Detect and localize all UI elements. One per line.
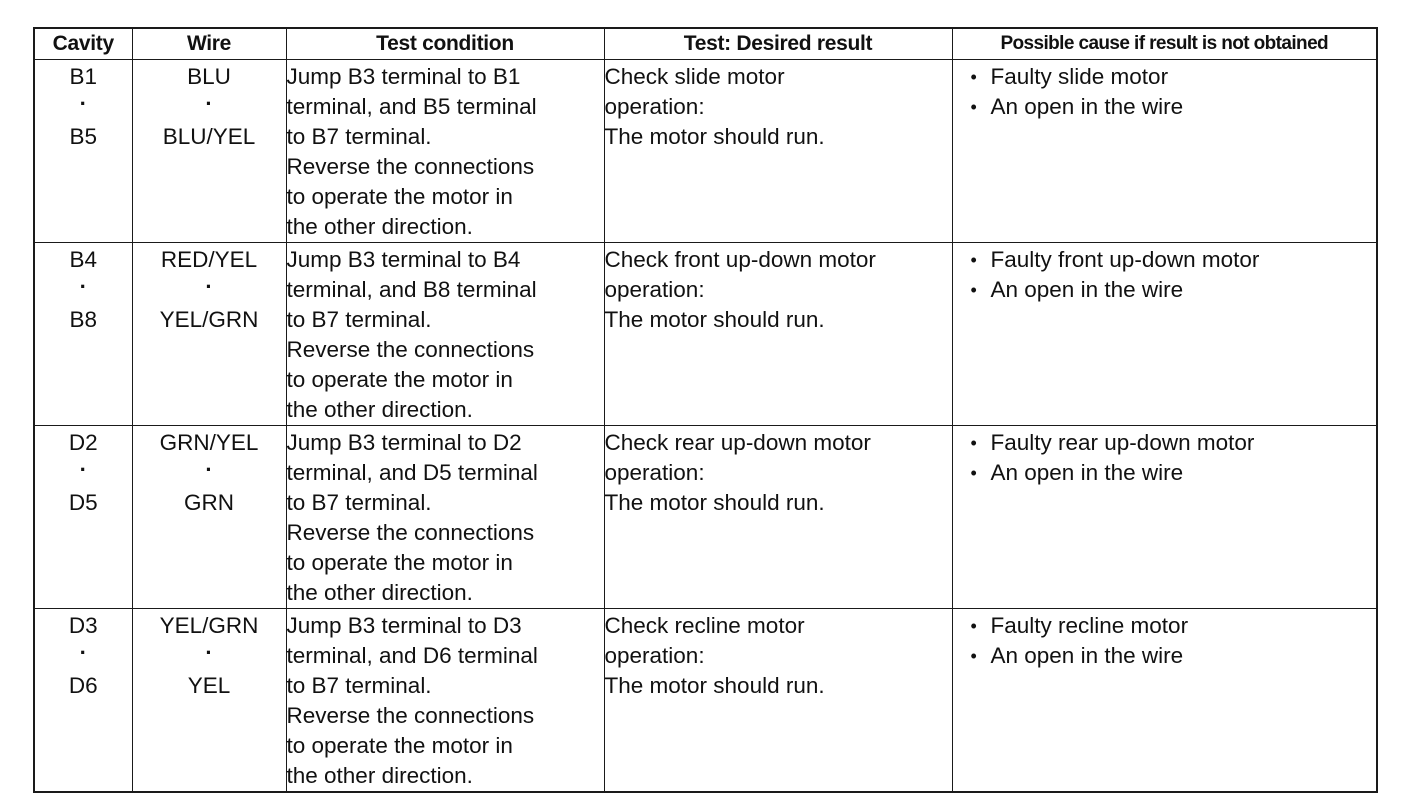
bullet-icon: • [970,280,977,300]
cause-item [969,245,1377,275]
wire-top: YEL/GRN [159,613,259,638]
possible-cause-cell [952,60,1377,243]
cavity-bottom: B8 [69,307,98,332]
condition-line: Jump B3 terminal to D2 [286,430,522,455]
cause-item [969,641,1377,671]
header-cavity: Cavity [34,28,132,60]
header-wire: Wire [132,28,286,60]
cause-text: An open in the wire [990,94,1184,119]
cavity-cell [34,609,132,793]
wire-stack [133,428,286,518]
condition-line: terminal, and D5 terminal [286,460,538,485]
condition-line: Reverse the connections [286,703,535,728]
test-condition-cell [286,60,604,243]
test-condition-cell [286,243,604,426]
result-line: operation: [604,643,705,668]
possible-cause-cell [952,609,1377,793]
wire-cell [132,609,286,793]
desired-result-cell [604,426,952,609]
cavity-top: B1 [69,64,98,89]
wire-cell [132,243,286,426]
cause-item [969,275,1377,305]
condition-line: to B7 terminal. [286,307,432,332]
cause-list [953,245,1377,305]
table-row [34,243,1377,426]
condition-line: terminal, and D6 terminal [286,643,538,668]
condition-line: to B7 terminal. [286,673,432,698]
header-desired-result: Test: Desired result [604,28,952,60]
cavity-separator: · [79,640,87,665]
cavity-bottom: B5 [69,124,98,149]
wire-stack [133,245,286,335]
result-line: The motor should run. [604,673,825,698]
cavity-top: D3 [68,613,98,638]
condition-line: to operate the motor in [286,550,513,575]
cavity-cell [34,426,132,609]
wire-bottom: GRN [184,490,234,515]
header-test-condition: Test condition [286,28,604,60]
bullet-icon: • [970,250,977,270]
condition-line: the other direction. [286,763,473,788]
cavity-separator: · [79,91,87,116]
cause-text: Faulty recline motor [990,613,1189,638]
condition-line: Jump B3 terminal to B1 [286,64,521,89]
condition-line: Reverse the connections [286,154,535,179]
cause-text: An open in the wire [990,277,1184,302]
possible-cause-cell [952,243,1377,426]
cavity-stack [35,62,132,152]
condition-line: terminal, and B5 terminal [286,94,537,119]
cavity-bottom: D5 [68,490,98,515]
desired-result-cell [604,60,952,243]
header-possible-cause: Possible cause if result is not obtained [952,28,1377,60]
condition-line: terminal, and B8 terminal [286,277,537,302]
cause-item [969,611,1377,641]
condition-line: the other direction. [286,397,473,422]
bullet-icon: • [970,433,977,453]
bullet-icon: • [970,646,977,666]
wire-top: BLU [187,64,231,89]
cavity-stack [35,245,132,335]
test-condition-cell [286,426,604,609]
condition-line: to operate the motor in [286,367,513,392]
condition-line: the other direction. [286,580,473,605]
cavity-separator: · [79,274,87,299]
cause-list [953,428,1377,488]
wire-separator: · [205,274,213,299]
cavity-stack [35,611,132,701]
condition-line: to operate the motor in [286,733,513,758]
table-body [34,60,1377,793]
cavity-bottom: D6 [68,673,98,698]
cause-text: An open in the wire [990,643,1184,668]
cavity-top: D2 [68,430,98,455]
cause-list [953,62,1377,122]
condition-line: to B7 terminal. [286,490,432,515]
cavity-cell [34,243,132,426]
result-line: Check recline motor [604,613,805,638]
bullet-icon: • [970,97,977,117]
bullet-icon: • [970,616,977,636]
table-row [34,426,1377,609]
result-line: Check rear up-down motor [604,430,871,455]
cause-item [969,92,1377,122]
cause-text: Faulty front up-down motor [990,247,1260,272]
desired-result-cell [604,609,952,793]
result-line: Check slide motor [604,64,785,89]
wire-bottom: YEL/GRN [159,307,259,332]
wire-top: GRN/YEL [159,430,259,455]
wire-separator: · [205,640,213,665]
cause-item [969,458,1377,488]
result-line: operation: [604,94,705,119]
result-line: The motor should run. [604,490,825,515]
wire-cell [132,60,286,243]
wire-bottom: YEL [187,673,231,698]
condition-line: the other direction. [286,214,473,239]
bullet-icon: • [970,463,977,483]
wire-stack [133,611,286,701]
possible-cause-cell [952,426,1377,609]
cavity-cell [34,60,132,243]
cause-text: An open in the wire [990,460,1184,485]
wire-bottom: BLU/YEL [162,124,256,149]
wire-separator: · [205,457,213,482]
condition-line: Reverse the connections [286,520,535,545]
result-line: The motor should run. [604,124,825,149]
cavity-separator: · [79,457,87,482]
header-row [34,28,1377,60]
bullet-icon: • [970,67,977,87]
result-line: operation: [604,460,705,485]
condition-line: to B7 terminal. [286,124,432,149]
wire-cell [132,426,286,609]
table-row [34,60,1377,243]
result-line: Check front up-down motor [604,247,876,272]
condition-line: Jump B3 terminal to B4 [286,247,521,272]
cause-text: Faulty rear up-down motor [990,430,1255,455]
cause-text: Faulty slide motor [990,64,1169,89]
wire-top: RED/YEL [160,247,258,272]
result-line: operation: [604,277,705,302]
cavity-top: B4 [69,247,98,272]
desired-result-cell [604,243,952,426]
condition-line: Jump B3 terminal to D3 [286,613,522,638]
condition-line: to operate the motor in [286,184,513,209]
cause-item [969,62,1377,92]
condition-line: Reverse the connections [286,337,535,362]
cavity-stack [35,428,132,518]
motor-test-table [33,27,1378,793]
cause-item [969,428,1377,458]
cause-list [953,611,1377,671]
result-line: The motor should run. [604,307,825,332]
table-row [34,609,1377,793]
wire-separator: · [205,91,213,116]
test-condition-cell [286,609,604,793]
wire-stack [133,62,286,152]
